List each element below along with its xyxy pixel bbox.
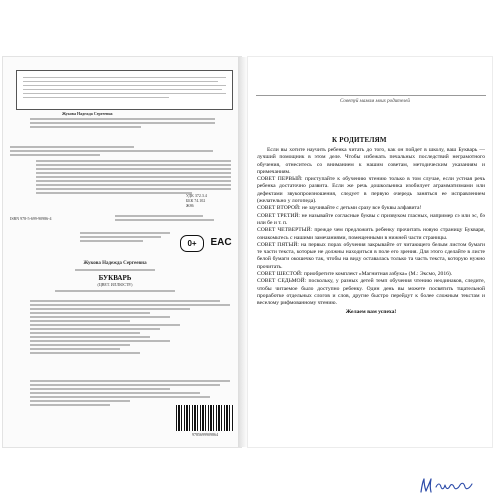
book-title: БУКВАРЬ <box>98 274 132 282</box>
advice-paragraph: СОВЕТ ВТОРОЙ: не заучивайте с детьми сразу все буквы алфавита! <box>257 205 422 212</box>
parents-advice-text <box>257 147 485 316</box>
catalog-record <box>10 146 235 158</box>
warning-text-block <box>23 77 226 101</box>
isbn-number: ISBN 978-5-699-90986-4 <box>10 216 52 221</box>
advice-paragraph: Если вы хотите научить ребенка читать до того, как он пойдет в школу, ваш Букварь — лучший помощник в этом деле. Чтобы избежать печальных последствий неграмотного обучения, отнеситесь со вниманием к нашим советам, методическим указаниям и примечаниям. <box>257 147 485 175</box>
author-name-top: Жукова Надежда Сергеевна <box>62 111 113 116</box>
age-category-text <box>80 232 170 244</box>
author-name-imprint: Жукова Надежда Сергеевна <box>83 261 147 266</box>
illustrator-line <box>55 290 175 292</box>
book-gutter <box>238 57 248 447</box>
warning-frame <box>16 70 233 110</box>
advice-paragraph: СОВЕТ ШЕСТОЙ: приобретите комплект «Магнитная азбука» (М.: Эксмо, 2016). <box>257 271 453 278</box>
header-rule <box>256 95 486 96</box>
recommendation-text <box>30 118 215 130</box>
advice-paragraph: СОВЕТ СЕДЬМОЙ: поскольку, у разных детей темп обучения чтению неодинаков, следите, чтобы читаемое было доступно ребенку. Один день вы можете посвятить тщательной проработке отдельных слогов и слов, другие быстро перейдут к более сложным текстам и веселому рифмованному чтению. <box>257 278 485 307</box>
book-subtitle: (ЦВЕТ. ИЛЛЮСТР.) <box>97 282 133 287</box>
publisher-details <box>30 300 230 356</box>
eac-mark: EAC <box>210 237 232 248</box>
closing-wish: Желаем вам успеха! <box>345 308 397 315</box>
advice-paragraph: СОВЕТ ПЕРВЫЙ: приступайте к обучению чтению только в том случае, если устная речь ребенка достаточно развита. Если же речь дошкольника изобилует аграмматизмами или дефектами звукопроизношения, следует в первую очередь заняться ее исправлением (желательно у логопеда). <box>257 176 485 205</box>
author-signature <box>418 475 474 497</box>
print-details <box>30 380 230 408</box>
copyright-lines <box>115 215 225 223</box>
barcode-number: 9785699909864 <box>192 432 218 437</box>
author-title-line <box>75 269 155 271</box>
annotation-text <box>36 160 231 196</box>
barcode <box>176 405 234 431</box>
imprint-title-block <box>40 261 190 294</box>
age-rating-badge: 0+ <box>180 235 204 252</box>
section-heading: К РОДИТЕЛЯМ <box>332 136 387 144</box>
advice-paragraph: СОВЕТ ПЯТЫЙ: на первых порах обучения закрывайте от читающего белым листом бумаги те части текста, которые не должны находиться в поле его зрения. Для этого сделайте в листе белой бумаги окошечко так, чтобы на виду оставалась только та часть текста, которую нужно прочитать. <box>257 241 485 270</box>
running-header: Советуй мамам моих родителей <box>340 99 410 104</box>
udk-bbk-codes: УДК 372.3.4 ББК 74.102 Ж86 <box>186 193 207 208</box>
advice-paragraph: СОВЕТ ЧЕТВЕРТЫЙ: прежде чем предложить ребенку прочитать новую страницу Букваря, ознакомьтесь с нашими замечаниями, помещенными в нижней части страницы. <box>257 227 485 241</box>
advice-paragraph: СОВЕТ ТРЕТИЙ: не называйте согласные буквы с призвуком гласных, например сэ или эс, бэ или бе и т. п. <box>257 212 485 226</box>
